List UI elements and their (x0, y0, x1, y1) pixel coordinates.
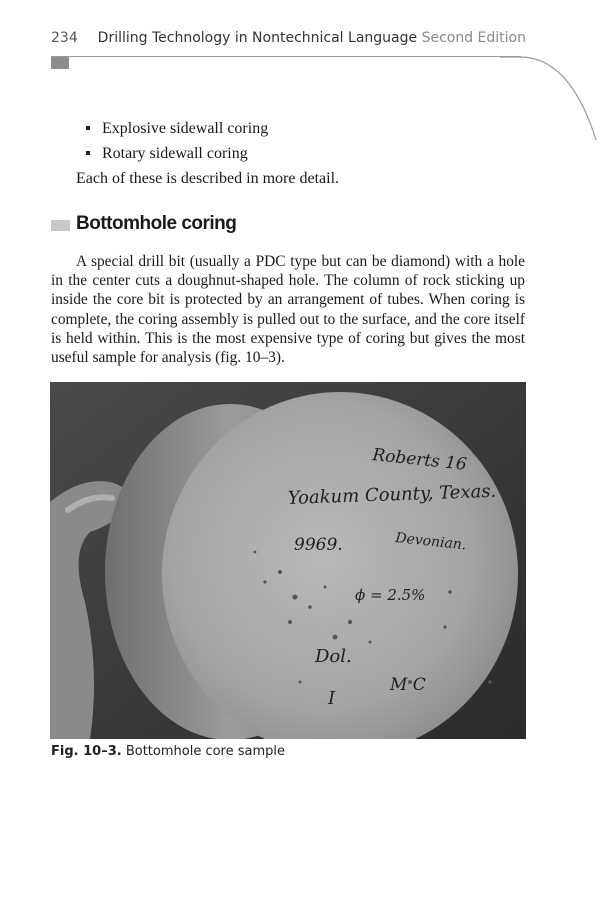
book-title: Drilling Technology in Nontechnical Language (97, 30, 418, 46)
section-marker (51, 220, 70, 231)
bullet-list (86, 116, 268, 166)
core-photo-illustration (50, 382, 526, 739)
core-label: ϕ = 2.5% (355, 586, 426, 604)
list-item (86, 141, 268, 166)
page-number: 234 (51, 30, 78, 46)
core-label: M C (390, 675, 426, 695)
header-block-marker (51, 57, 69, 69)
core-label: I (328, 688, 336, 709)
figure-caption (51, 744, 285, 759)
running-head (98, 30, 526, 46)
list-item-text: Rotary sidewall coring (102, 145, 248, 162)
core-label: Yoakum County, Texas. (287, 480, 497, 509)
header-rule (51, 56, 521, 57)
page-header (0, 0, 600, 110)
core-label: Dol. (315, 646, 352, 667)
core-label: Roberts 16 (371, 445, 468, 475)
section-title: Bottomhole coring (76, 213, 237, 234)
bullet-icon (86, 126, 90, 130)
core-sample-photo (50, 382, 526, 739)
figure-caption-text: Bottomhole core sample (125, 744, 286, 759)
edition-label: Second Edition (421, 30, 526, 46)
header-corner-curve (500, 50, 600, 150)
figure-label: Fig. 10–3. (51, 744, 122, 759)
list-item-text: Explosive sidewall coring (102, 120, 269, 137)
core-label: Devonian. (394, 530, 468, 554)
intro-text: Each of these is described in more detail. (76, 170, 340, 187)
bullet-icon (86, 151, 90, 155)
body-paragraph: A special drill bit (usually a PDC type but can be diamond) with a hole in the center cuts a doughnut-shaped hole. The column of rock sticking up inside the core bit is protected by an arrangement of tubes. When coring is complete, the coring assembly is pulled out to the surface, and the core itself is held within. This is the most expensive type of coring but gives the most useful sample for analysis (fig. 10–3). (51, 253, 525, 367)
list-item (86, 116, 268, 141)
core-label: 9969. (294, 535, 343, 555)
